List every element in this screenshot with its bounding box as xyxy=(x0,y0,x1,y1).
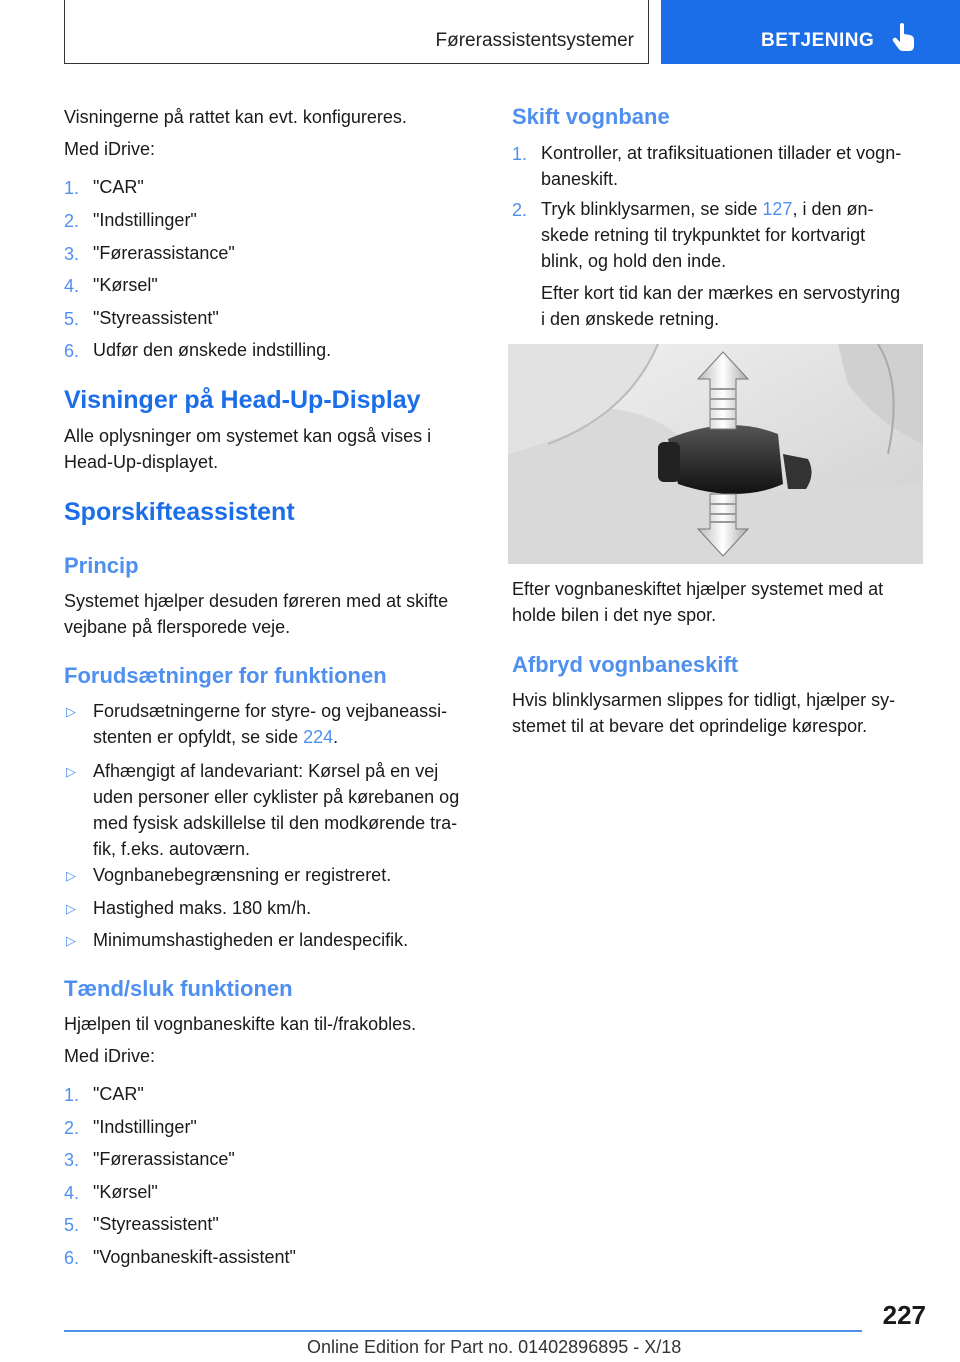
list-item: "CAR" xyxy=(93,1084,144,1104)
heading-sporskifte: Sporskifteassistent xyxy=(64,498,295,526)
idrive-label: Med iDrive: xyxy=(64,139,156,159)
bullet-text-line: fik, f.eks. autoværn. xyxy=(93,839,251,859)
list-item: "Kørsel" xyxy=(93,1182,158,1202)
page-number: 227 xyxy=(882,1300,926,1330)
list-number: 2. xyxy=(64,1118,80,1138)
page-link-127[interactable]: 127 xyxy=(762,199,793,219)
intro-text: Visningerne på rattet kan evt. konfigureres. xyxy=(64,107,407,127)
footer-divider xyxy=(64,1330,862,1332)
princip-text-line: Systemet hjælper desuden føreren med at skifte xyxy=(64,591,449,611)
step-text: , i den øn- xyxy=(792,199,874,219)
step-text-line: skede retning til trykpunktet for kortvarigt xyxy=(541,225,866,245)
heading-forudsaetninger: Forudsætninger for funktionen xyxy=(64,663,387,688)
pointing-hand-icon xyxy=(891,22,917,52)
list-number: 4. xyxy=(64,276,80,296)
afbryd-text-line: Hvis blinklysarmen slippes for tidligt, hjælper sy- xyxy=(512,690,896,710)
step-note-line: Efter kort tid kan der mærkes en servostyring xyxy=(541,283,901,303)
bullet-triangle-icon: ▷ xyxy=(66,704,76,719)
list-number: 5. xyxy=(64,309,80,329)
princip-text-line: vejbane på flersporede veje. xyxy=(64,617,291,637)
edition-footer: Online Edition for Part no. 01402896895 - X/18 xyxy=(307,1337,682,1357)
bullet-triangle-icon: ▷ xyxy=(66,901,76,916)
chapter-label: BETJENING xyxy=(761,30,875,51)
list-number: 1. xyxy=(64,1085,80,1105)
list-number: 1. xyxy=(512,144,528,164)
list-item: "Styreassistent" xyxy=(93,1214,219,1234)
heading-afbryd: Afbryd vognbaneskift xyxy=(512,652,739,677)
heading-hud: Visninger på Head-Up-Display xyxy=(64,386,421,414)
bullet-text-line: uden personer eller cyklister på kørebanen og xyxy=(93,787,460,807)
page-link-224[interactable]: 224 xyxy=(303,727,334,747)
bullet-text: stenten er opfyldt, se side xyxy=(93,727,304,747)
idrive-label: Med iDrive: xyxy=(64,1046,156,1066)
list-item: "Førerassistance" xyxy=(93,1149,235,1169)
list-number: 1. xyxy=(64,178,80,198)
list-number: 4. xyxy=(64,1183,80,1203)
lever-drawing xyxy=(508,344,923,564)
list-number: 3. xyxy=(64,1150,80,1170)
bullet-text-line xyxy=(93,724,338,750)
list-item: "Kørsel" xyxy=(93,275,158,295)
list-number: 6. xyxy=(64,1248,80,1268)
list-item: Udfør den ønskede indstilling. xyxy=(93,340,332,360)
list-number: 2. xyxy=(512,200,528,220)
list-item: "Indstillinger" xyxy=(93,210,197,230)
step-text-line: Kontroller, at trafiksituationen tillader et vogn- xyxy=(541,143,902,163)
afbryd-text-line: stemet til at bevare det oprindelige kørespor. xyxy=(512,716,868,736)
after-text-line: Efter vognbaneskiftet hjælper systemet med at xyxy=(512,579,884,599)
list-item: "Førerassistance" xyxy=(93,243,235,263)
bullet-text-line: med fysisk adskillelse til den modkørende tra- xyxy=(93,813,458,833)
heading-princip: Princip xyxy=(64,553,139,578)
step-text-line xyxy=(541,196,874,222)
heading-skift-vognbane: Skift vognbane xyxy=(512,104,670,129)
bullet-text-line: Hastighed maks. 180 km/h. xyxy=(93,898,312,918)
hud-text-line: Alle oplysninger om systemet kan også vises i xyxy=(64,426,432,446)
bullet-text-line: Minimumshastigheden er landespecifik. xyxy=(93,930,409,950)
bullet-triangle-icon: ▷ xyxy=(66,868,76,883)
bullet-triangle-icon: ▷ xyxy=(66,764,76,779)
bullet-text: . xyxy=(333,727,339,747)
header-section-box xyxy=(64,0,649,64)
step-text-line: blink, og hold den inde. xyxy=(541,251,727,271)
list-number: 6. xyxy=(64,341,80,361)
list-item: "CAR" xyxy=(93,177,144,197)
step-text-line: baneskift. xyxy=(541,169,619,189)
step-text: Tryk blinklysarmen, se side xyxy=(541,199,763,219)
heading-taend-sluk: Tænd/sluk funktionen xyxy=(64,976,293,1001)
after-text-line: holde bilen i det nye spor. xyxy=(512,605,717,625)
list-item: "Vognbaneskift-assistent" xyxy=(93,1247,296,1267)
turn-signal-lever-illustration xyxy=(508,344,923,564)
list-item: "Styreassistent" xyxy=(93,308,219,328)
bullet-triangle-icon: ▷ xyxy=(66,933,76,948)
taend-text: Hjælpen til vognbaneskifte kan til-/frakobles. xyxy=(64,1014,417,1034)
bullet-text-line: Vognbanebegrænsning er registreret. xyxy=(93,865,392,885)
hud-text-line: Head-Up-displayet. xyxy=(64,452,219,472)
list-number: 2. xyxy=(64,211,80,231)
section-title: Førerassistentsystemer xyxy=(435,30,634,51)
bullet-text-line: Forudsætningerne for styre- og vejbaneassi- xyxy=(93,701,448,721)
list-number: 5. xyxy=(64,1215,80,1235)
chapter-tab xyxy=(661,0,960,64)
step-note-line: i den ønskede retning. xyxy=(541,309,720,329)
bullet-text-line: Afhængigt af landevariant: Kørsel på en vej xyxy=(93,761,439,781)
list-number: 3. xyxy=(64,244,80,264)
list-item: "Indstillinger" xyxy=(93,1117,197,1137)
